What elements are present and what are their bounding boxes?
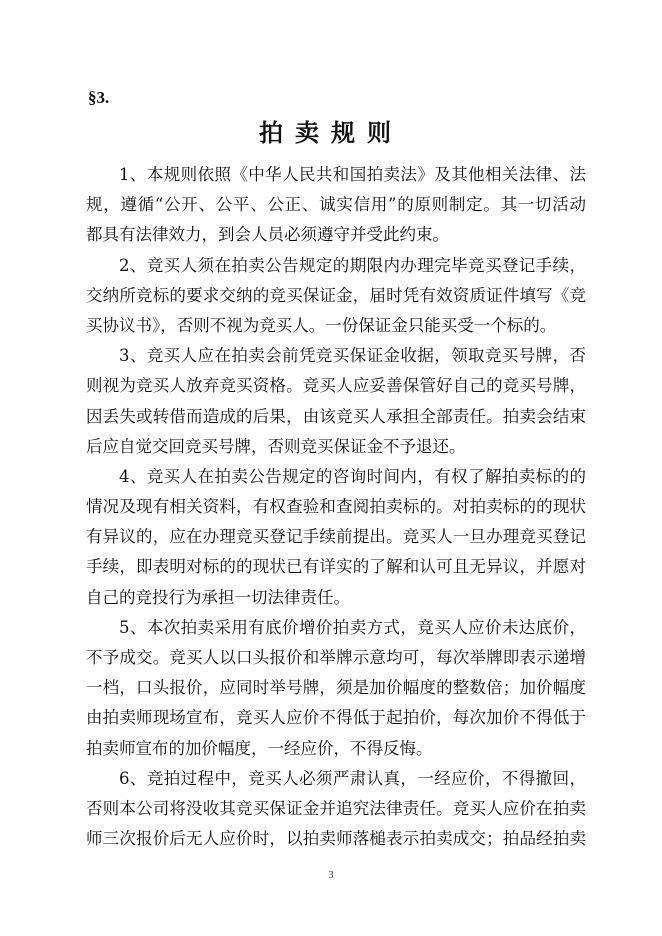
text-line: 则视为竞买人放弃竞买资格。竞买人应妥善保管好自己的竞买号牌， bbox=[86, 376, 586, 396]
text-line: 规，遵循“公开、公平、公正、诚实信用”的原则制定。其一切活动 bbox=[86, 195, 586, 215]
text-line: 不予成交。竞买人以口头报价和举牌示意均可，每次举牌即表示递增 bbox=[86, 648, 586, 667]
rule-paragraph-6 bbox=[86, 764, 586, 855]
text-line: 5、本次拍卖采用有底价增价拍卖方式，竞买人应价未达底价， bbox=[119, 617, 586, 637]
text-line: 手续，即表明对标的的现状已有详实的了解和认可且无异议，并愿对 bbox=[86, 557, 586, 577]
page-title: 拍卖规则 bbox=[259, 118, 403, 147]
text-line: 情况及现有相关资料，有权查验和查阅拍卖标的。对拍卖标的的现状 bbox=[86, 497, 586, 517]
text-line: 1、本规则依照《中华人民共和国拍卖法》及其他相关法律、法 bbox=[119, 165, 586, 184]
text-line: 6、竞拍过程中，竞买人必须严肃认真，一经应价，不得撤回， bbox=[119, 768, 586, 788]
rule-paragraph-1 bbox=[86, 160, 586, 251]
text-line: 师三次报价后无人应价时，以拍卖师落槌表示拍卖成交；拍品经拍卖 bbox=[86, 829, 586, 849]
text-line: 否则本公司将没收其竞买保证金并追究法律责任。竞买人应价在拍卖 bbox=[86, 798, 586, 818]
text-line: 后应自觉交回竞买号牌，否则竞买保证金不予退还。 bbox=[86, 436, 466, 456]
rule-paragraph-5 bbox=[86, 613, 586, 764]
rule-paragraph-3 bbox=[86, 341, 586, 462]
rule-paragraph-4 bbox=[86, 462, 586, 613]
section-mark: §3. bbox=[88, 88, 110, 107]
text-line: 交纳所竞标的要求交纳的竞买保证金，届时凭有效资质证件填写《竞 bbox=[86, 285, 586, 305]
rules-body bbox=[86, 160, 586, 854]
text-line: 3、竞买人应在拍卖会前凭竞买保证金收据，领取竞买号牌，否 bbox=[119, 346, 586, 366]
text-line: 4、竞买人在拍卖公告规定的咨询时间内，有权了解拍卖标的的 bbox=[119, 466, 586, 486]
text-line: 有异议的，应在办理竞买登记手续前提出。竞买人一旦办理竞买登记 bbox=[86, 527, 586, 547]
text-line: 由拍卖师现场宣布，竞买人应价不得低于起拍价，每次加价不得低于 bbox=[86, 708, 586, 728]
text-line: 一档，口头报价，应同时举号牌，须是加价幅度的整数倍；加价幅度 bbox=[86, 678, 586, 698]
text-line: 都具有法律效力，到会人员必须遵守并受此约束。 bbox=[86, 225, 449, 245]
text-line: 买协议书》，否则不视为竞买人。一份保证金只能买受一个标的。 bbox=[86, 315, 557, 335]
text-line: 拍卖师宣布的加价幅度，一经应价，不得反悔。 bbox=[86, 738, 433, 758]
text-line: 2、竞买人须在拍卖公告规定的期限内办理完毕竞买登记手续， bbox=[119, 255, 586, 275]
rule-paragraph-2 bbox=[86, 251, 586, 342]
text-line: 自己的竞投行为承担一切法律责任。 bbox=[86, 587, 350, 607]
page-number: 3 bbox=[328, 870, 334, 881]
text-line: 因丢失或转借而造成的后果，由该竞买人承担全部责任。拍卖会结束 bbox=[86, 406, 586, 426]
